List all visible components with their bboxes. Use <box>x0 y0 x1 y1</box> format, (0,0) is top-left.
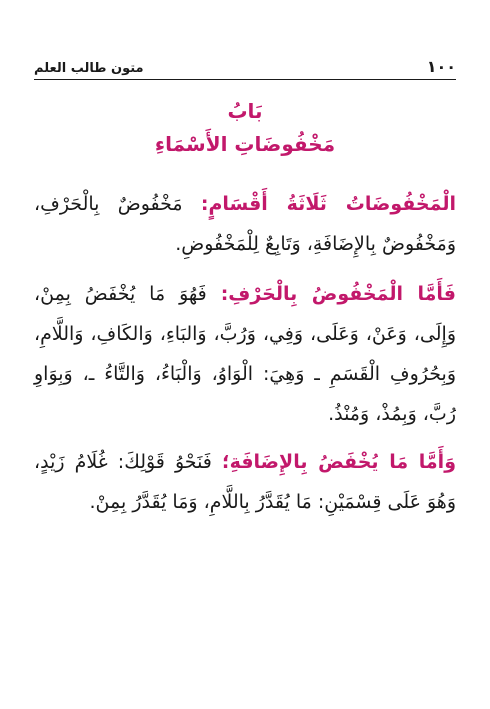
paragraph-text: فَنَحْوُ قَوْلِكَ: غُلَامُ زَيْدٍ، وَهُوَ عَلَى قِسْمَيْنِ: مَا يُقَدَّرُ بِاللَّامِ، وَمَا يُقَدَّرُ بِمِنْ. <box>34 451 456 513</box>
chapter-title: مَخْفُوضَاتِ الأَسْمَاءِ <box>154 132 336 156</box>
paragraph-by-particle <box>34 274 456 434</box>
paragraph-lead: فَأَمَّا الْمَخْفُوضُ بِالْحَرْفِ: <box>220 283 456 305</box>
chapter-heading <box>34 96 456 162</box>
page-content <box>34 96 456 522</box>
paragraph-lead: وَأَمَّا مَا يُخْفَضُ بِالإِضَافَةِ؛ <box>221 451 457 473</box>
book-title: متون طالب العلم <box>34 61 144 76</box>
paragraph-lead: الْمَخْفُوضَاتُ ثَلَاثَةُ أَقْسَامٍ: <box>200 193 456 215</box>
paragraph-text: فَهُوَ مَا يُخْفَضُ بِمِنْ، وَإِلَى، وَعَنْ، وَعَلَى، وَفِي، وَرُبَّ، وَالبَاءِ، وَالكَافِ، وَاللَّامِ، وَبِحُرُوفِ الْقَسَمِ ـ وَهِيَ: الْوَاوُ، وَالْبَاءُ، وَالتَّاءُ ـ، وَبِوَاوِ رُبَّ، وَبِمُذْ، وَمُنْذُ. <box>34 283 456 425</box>
running-header <box>34 56 456 80</box>
paragraph-by-idafa <box>34 442 456 522</box>
paragraph-divisions <box>34 184 456 264</box>
page-number: ١٠٠ <box>426 57 456 76</box>
chapter-label: بَابُ <box>227 99 263 123</box>
paragraph-text: مَخْفُوضٌ بِالْحَرْفِ، وَمَخْفُوضٌ بِالإِضَافَةِ، وَتَابِعٌ لِلْمَخْفُوضِ. <box>34 193 456 255</box>
